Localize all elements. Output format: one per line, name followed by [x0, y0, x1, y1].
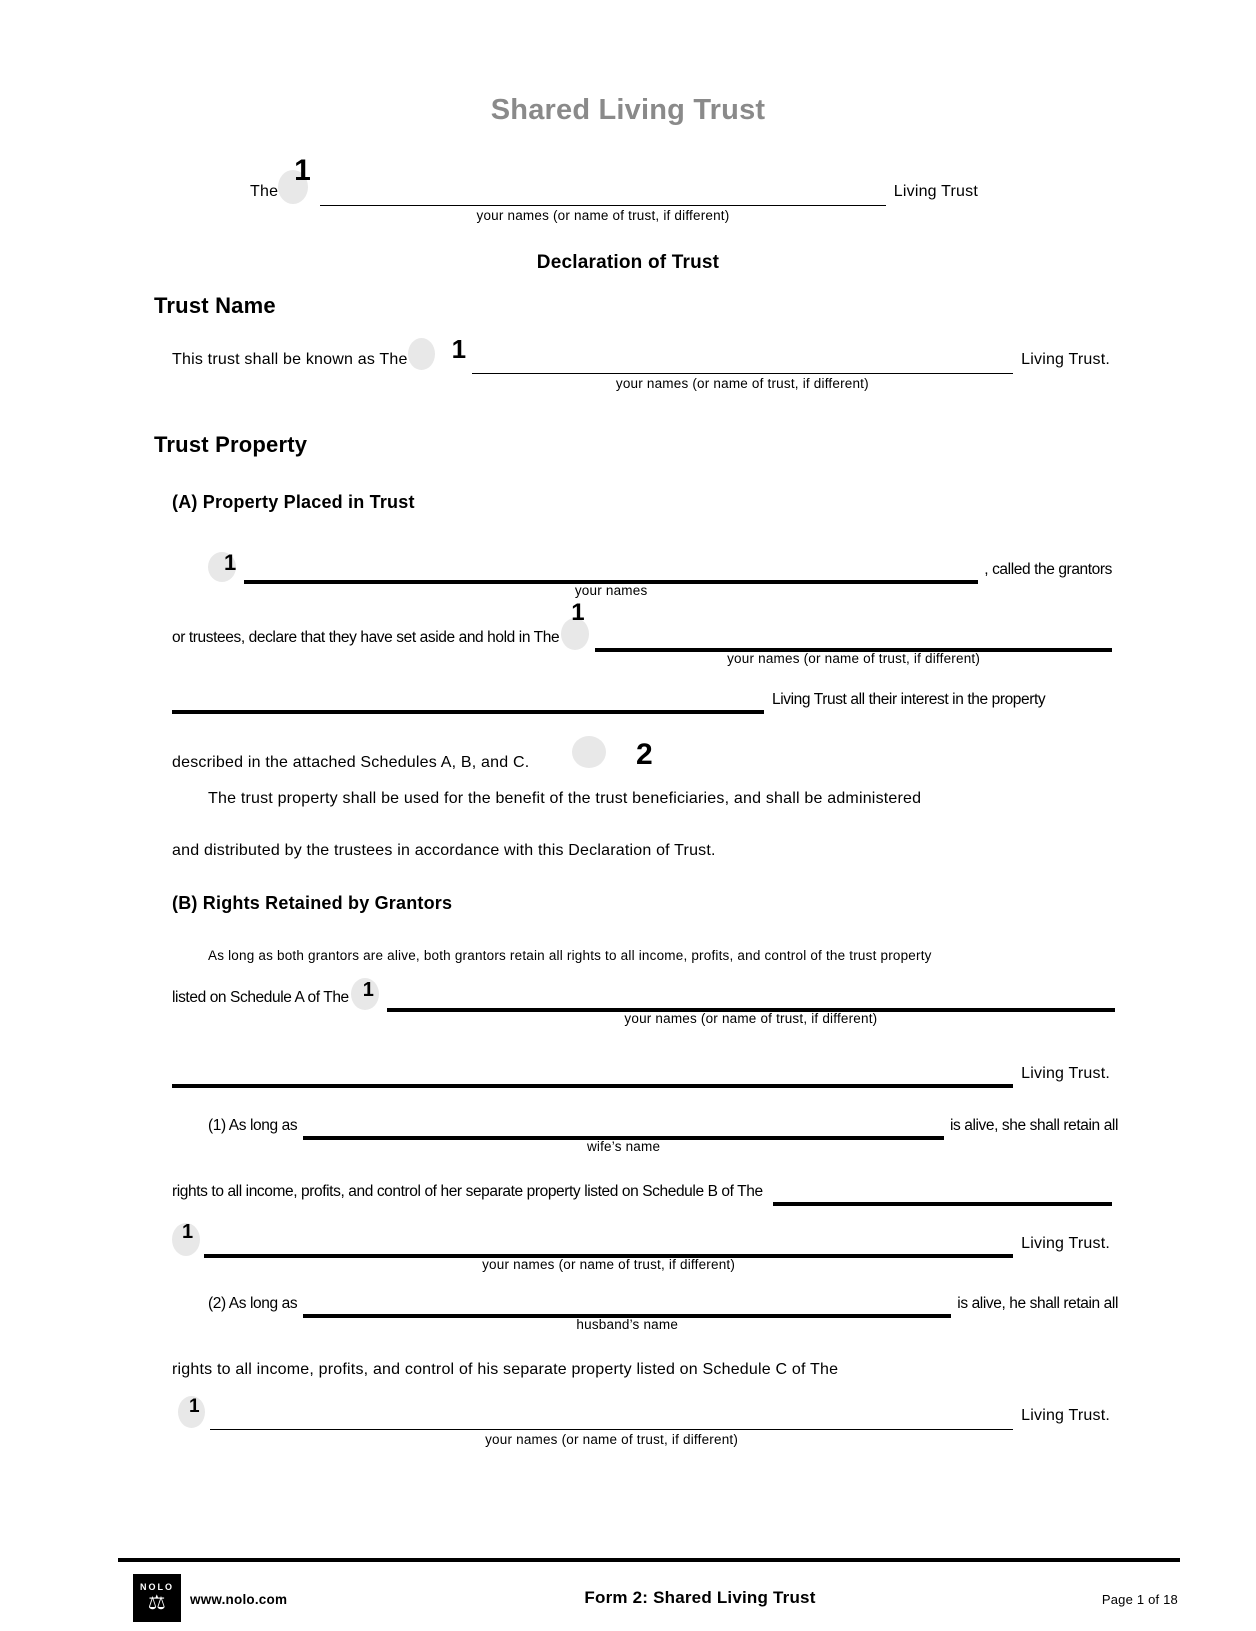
instruction-marker-1 [278, 154, 320, 206]
trust-name-blank[interactable] [773, 1160, 1112, 1206]
section-b-heading: (B) Rights Retained by Grantors [172, 893, 453, 913]
blank-caption: your names (or name of trust, if different) [476, 208, 730, 223]
living-trust-fill-row [172, 1214, 1110, 1272]
trust-name-blank[interactable] [387, 966, 1115, 1026]
page-title: Shared Living Trust [490, 94, 766, 126]
grantor-names-fill-row [208, 540, 1112, 598]
living-trust-label: Living Trust. [1021, 1064, 1110, 1082]
marker-number: 1 [182, 1221, 194, 1243]
clause-2-suffix: is alive, he shall retain all [957, 1295, 1118, 1313]
section-a-heading: (A) Property Placed in Trust [172, 492, 415, 512]
known-as-fill-row [172, 334, 1110, 391]
living-trust-label: Living Trust. [1021, 1234, 1110, 1252]
blank-caption: your names [574, 583, 648, 598]
schedules-row [172, 736, 772, 772]
wife-clause-fill-row [208, 1100, 1118, 1154]
blank-caption: your names (or name of trust, if different) [624, 1011, 878, 1026]
wife-name-blank[interactable] [303, 1096, 944, 1154]
blank-caption: husband’s name [576, 1317, 679, 1332]
marker-number: 2 [636, 738, 653, 771]
marker-circle [572, 736, 606, 768]
benefit-paragraph: The trust property shall be used for the benefit of the trust beneficiaries, and shall be administered [208, 790, 922, 807]
declaration-heading: Declaration of Trust [536, 252, 720, 273]
trust-name-blank[interactable] [172, 1044, 1013, 1088]
living-trust-label: Living Trust. [1021, 350, 1110, 368]
instruction-marker-1 [178, 1388, 210, 1430]
instruction-marker-1 [208, 540, 244, 584]
the-label: The [250, 182, 279, 200]
footer-website-link[interactable]: www.nolo.com [190, 1592, 288, 1607]
living-trust-label: Living Trust. [1021, 1406, 1110, 1424]
schedule-a-text: listed on Schedule A of The [172, 989, 349, 1007]
nolo-logo-text: NOLO [140, 1582, 174, 1592]
trust-property-heading: Trust Property [154, 432, 308, 457]
her-rights-text: rights to all income, profits, and control of her separate property listed on Schedule B of The [172, 1183, 763, 1201]
footer-page-number: Page 1 of 18 [1101, 1592, 1178, 1607]
marker-circle [408, 338, 435, 370]
footer-divider [118, 1558, 1180, 1562]
trust-name-heading: Trust Name [154, 293, 276, 318]
trust-name-blank[interactable] [172, 664, 764, 714]
set-aside-text: or trustees, declare that they have set aside and hold in The [172, 629, 560, 647]
instruction-marker-1 [559, 599, 595, 652]
husband-clause-fill-row [208, 1278, 1118, 1332]
set-aside-fill-row [172, 599, 1112, 666]
marker-number: 1 [294, 154, 312, 187]
trust-name-blank[interactable] [320, 167, 886, 223]
trust-name-blank[interactable] [204, 1210, 1013, 1272]
living-trust-fill-row [172, 1048, 1110, 1088]
husband-name-blank[interactable] [303, 1274, 951, 1332]
living-trust-fill-row [178, 1388, 1110, 1447]
trust-name-blank[interactable] [595, 602, 1112, 666]
blank-caption: your names (or name of trust, if different) [482, 1257, 736, 1272]
footer-form-label: Form 2: Shared Living Trust [584, 1588, 816, 1607]
trust-name-blank[interactable] [210, 1387, 1013, 1447]
instruction-marker-1 [172, 1214, 204, 1258]
his-rights-fill-row [172, 1344, 1112, 1384]
marker-number: 1 [189, 1396, 200, 1417]
grantor-names-blank[interactable] [244, 536, 978, 598]
living-trust-label: Living Trust [893, 182, 978, 200]
trust-title-fill-row [250, 154, 978, 223]
interest-fill-row [172, 668, 1112, 714]
distribute-paragraph: and distributed by the trustees in accordance with this Declaration of Trust. [172, 842, 716, 859]
called-grantors-text: , called the grantors [984, 561, 1112, 579]
instruction-marker-1 [349, 970, 387, 1012]
marker-number: 1 [451, 334, 467, 364]
clause-2-prefix: (2) As long as [208, 1295, 298, 1313]
blank-caption: wife’s name [586, 1139, 661, 1154]
marker-number: 1 [224, 550, 237, 575]
schedule-a-fill-row [172, 970, 1115, 1026]
blank-caption: your names (or name of trust, if different) [615, 376, 869, 391]
instruction-marker-1 [408, 336, 472, 374]
trust-name-blank[interactable] [472, 335, 1014, 391]
marker-number: 1 [362, 979, 375, 1001]
his-rights-text: rights to all income, profits, and control of his separate property listed on Schedule C of The [172, 1360, 839, 1378]
scales-icon: ⚖ [147, 1592, 167, 1614]
her-rights-fill-row [172, 1164, 1112, 1206]
nolo-logo [133, 1574, 181, 1622]
marker-number: 1 [571, 599, 585, 626]
clause-1-suffix: is alive, she shall retain all [949, 1117, 1118, 1135]
known-as-text: This trust shall be known as The [172, 350, 408, 368]
clause-1-prefix: (1) As long as [208, 1117, 298, 1135]
interest-text: Living Trust all their interest in the property [772, 691, 1046, 709]
blank-caption: your names (or name of trust, if different) [485, 1432, 739, 1447]
schedules-text: described in the attached Schedules A, B, and C. [172, 753, 530, 771]
blank-caption: your names (or name of trust, if different) [727, 651, 981, 666]
section-b-intro-paragraph: As long as both grantors are alive, both grantors retain all rights to all income, profits, and control of the trust property [208, 948, 932, 963]
